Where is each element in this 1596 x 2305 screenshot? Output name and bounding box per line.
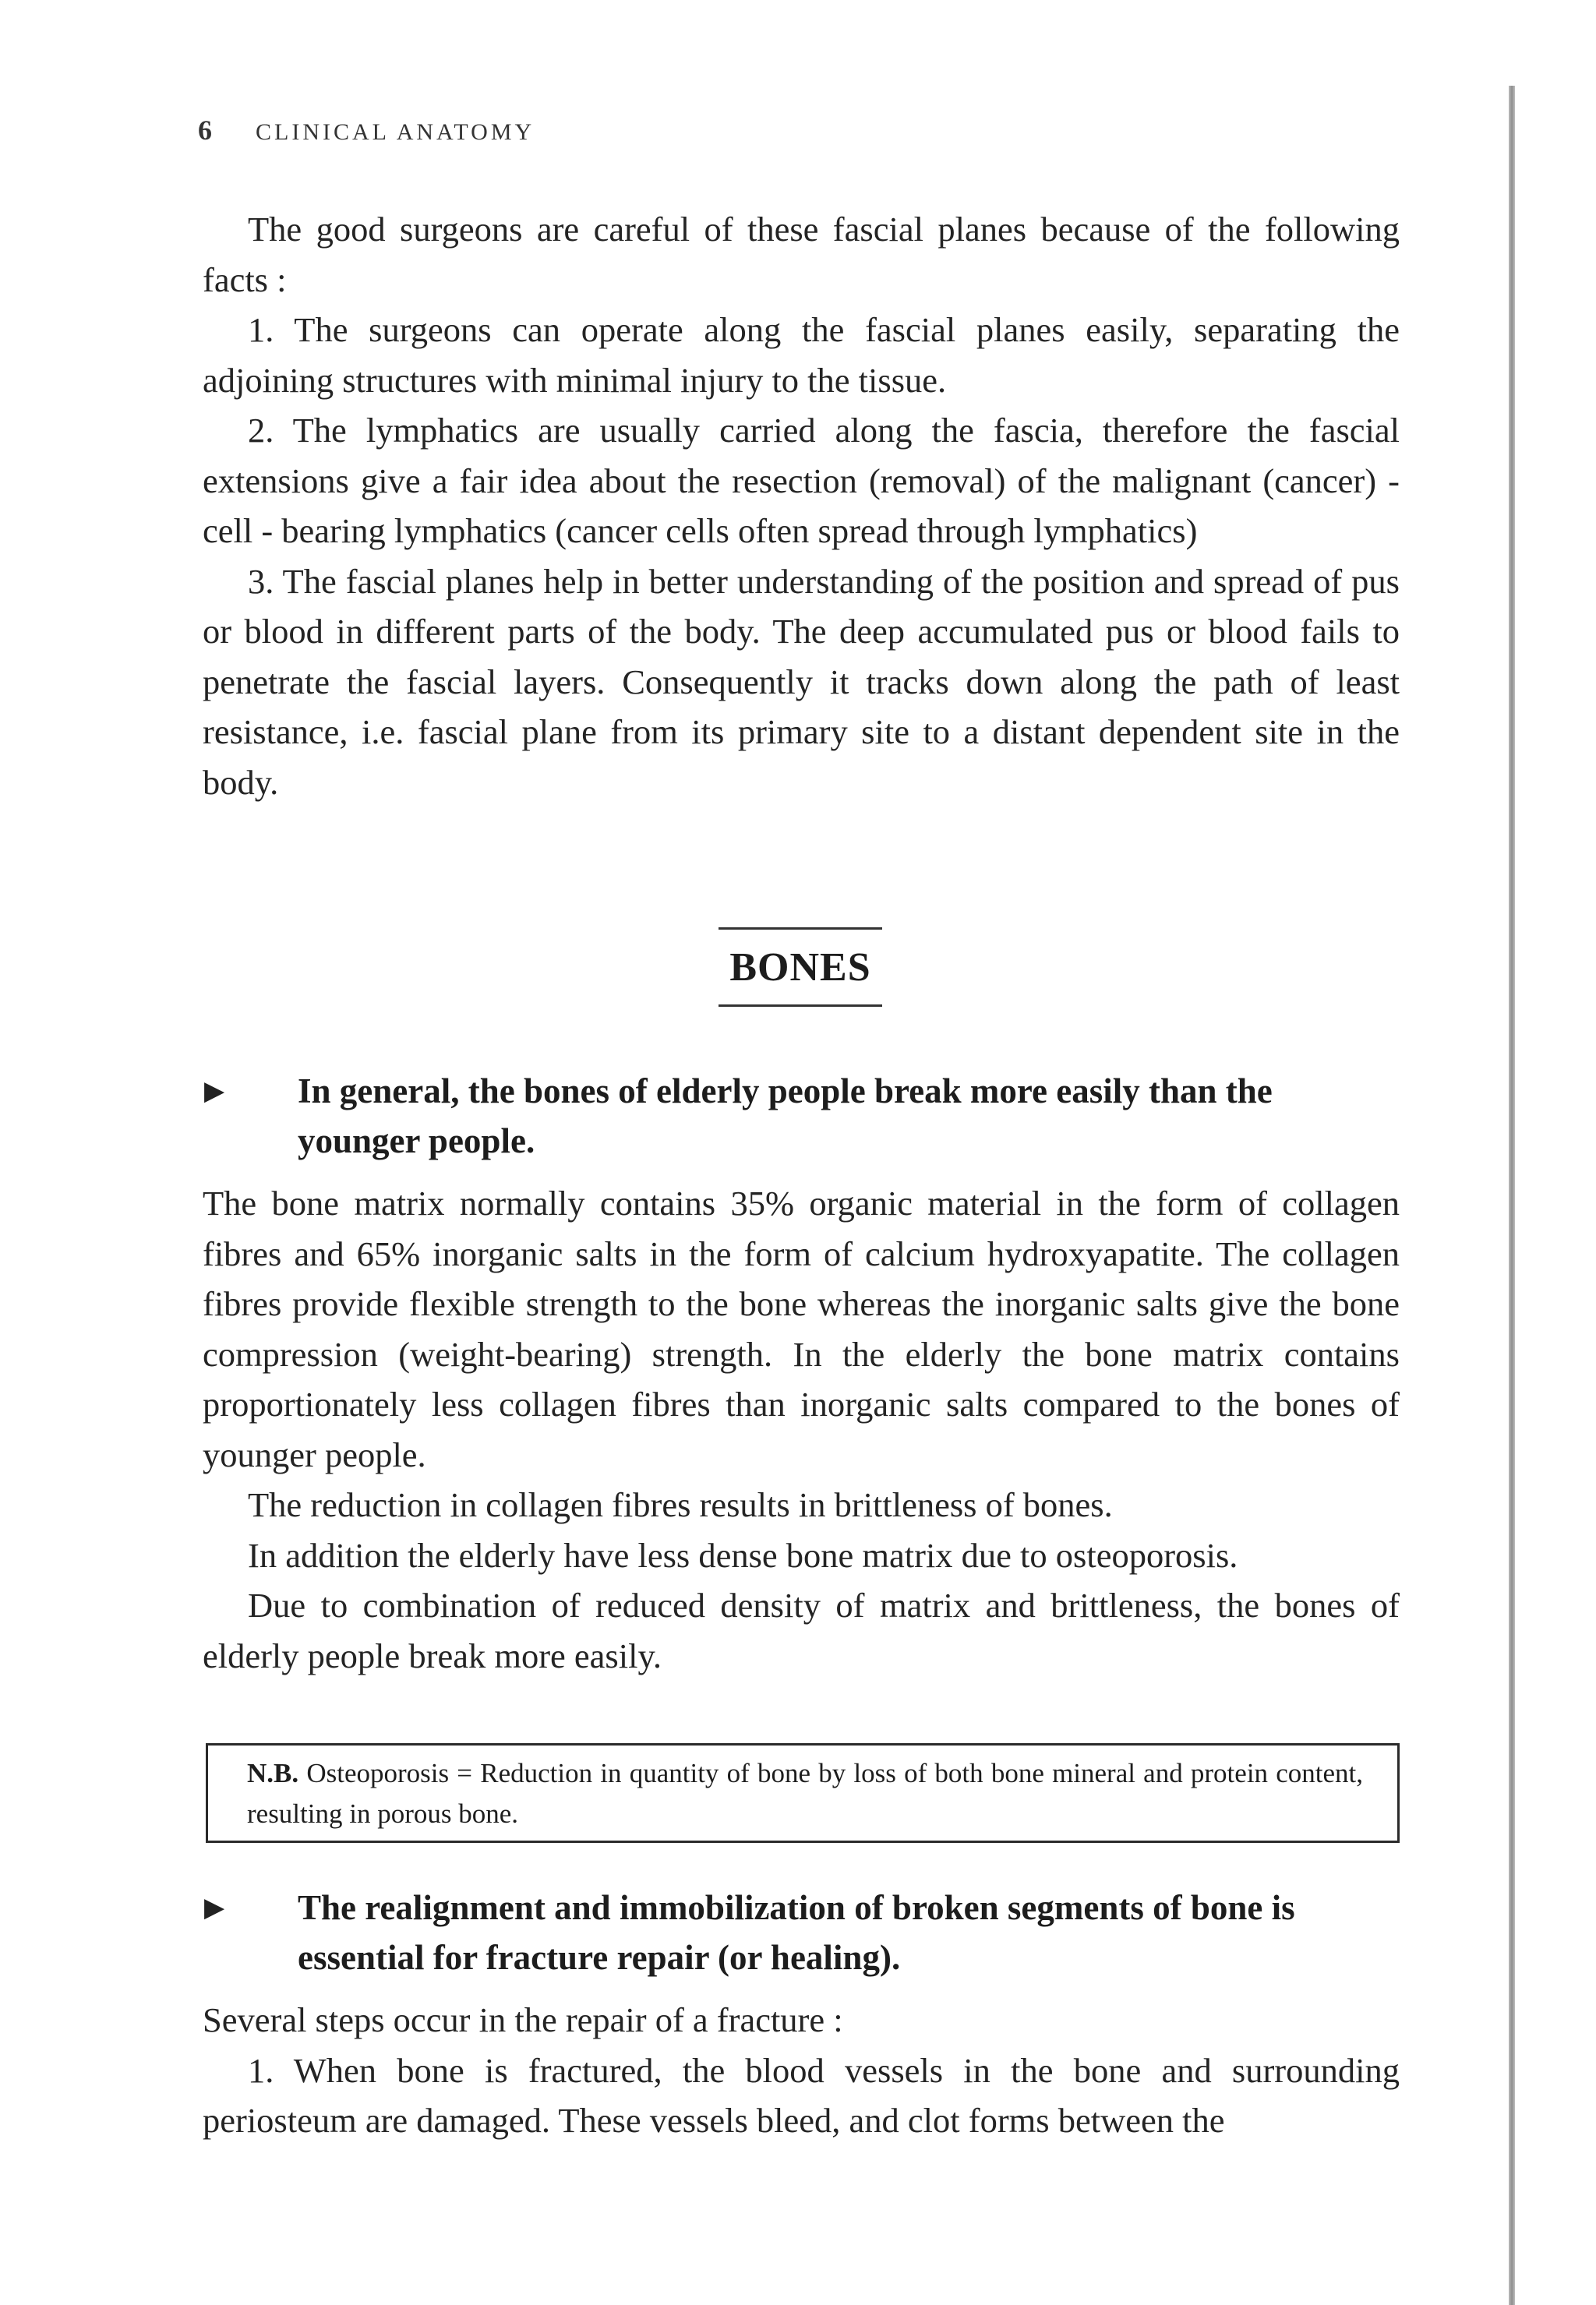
key-point-2	[204, 1883, 1401, 1982]
fracture-section	[203, 1995, 1400, 2146]
fracture-lead: Several steps occur in the repair of a fracture :	[203, 2000, 843, 2039]
section-heading	[719, 927, 882, 1007]
bones-paragraph-4: Due to combination of reduced density of matrix and brittleness, the bones of elderly people break more easily.	[203, 1586, 1400, 1675]
intro-lead: The good surgeons are careful of these fascial planes because of the following facts :	[203, 210, 1400, 299]
note-box	[206, 1743, 1400, 1843]
key-point-1-text: In general, the bones of elderly people break more easily than the younger people.	[298, 1071, 1273, 1160]
heading-rule-top	[719, 927, 882, 930]
bones-paragraph-2: The reduction in collagen fibres results in brittleness of bones.	[248, 1485, 1113, 1524]
note-text: Osteoporosis = Reduction in quantity of bone by loss of both bone mineral and protein content, resulting in porous bone.	[247, 1758, 1364, 1829]
key-point-2-text: The realignment and immobilization of broken segments of bone is essential for fracture repair (or healing).	[298, 1888, 1295, 1977]
intro-section	[203, 204, 1400, 807]
running-head	[198, 114, 535, 146]
bones-paragraph-1: The bone matrix normally contains 35% organic material in the form of collagen fibres and 65% inorganic salts in the form of calcium hydroxyapatite. The collagen fibres provide flexible strength to the bone whereas the inorganic salts give the bone compression (weight-bearing) strength. In the elderly the bone matrix contains proportionately less collagen fibres than inorganic salts compared to the bones of younger people.	[203, 1184, 1400, 1474]
bones-section	[203, 1178, 1400, 1681]
section-title: BONES	[729, 945, 871, 990]
running-title: CLINICAL ANATOMY	[256, 119, 535, 145]
arrow-bullet-icon: ▶	[204, 1894, 225, 1922]
heading-rule-bottom	[719, 1004, 882, 1007]
arrow-bullet-icon: ▶	[204, 1077, 225, 1106]
intro-item-1: 1. The surgeons can operate along the fascial planes easily, separating the adjoining structures with minimal injury to the tissue.	[203, 310, 1400, 400]
binding-shadow	[1509, 86, 1515, 2305]
intro-item-3: 3. The fascial planes help in better understanding of the position and spread of pus or blood in different parts of the body. The deep accumulated pus or blood fails to penetrate the fascial layers. Consequently it tracks down along the path of least resistance, i.e. fascial plane from its primary site to a distant dependent site in the body.	[203, 561, 1400, 802]
page-number: 6	[198, 115, 212, 146]
intro-item-2: 2. The lymphatics are usually carried along the fascia, therefore the fascial extensions give a fair idea about the resection (removal) of the malignant (cancer) - cell - bearing lymphatics (cancer cells often spread through lymphatics)	[203, 411, 1400, 550]
fracture-item-1: 1. When bone is fractured, the blood vessels in the bone and surrounding periosteum are damaged. These vessels bleed, and clot forms between the	[203, 2050, 1400, 2140]
note-label: N.B.	[247, 1758, 299, 1788]
bones-paragraph-3: In addition the elderly have less dense bone matrix due to osteoporosis.	[248, 1535, 1238, 1575]
key-point-1	[204, 1066, 1401, 1166]
